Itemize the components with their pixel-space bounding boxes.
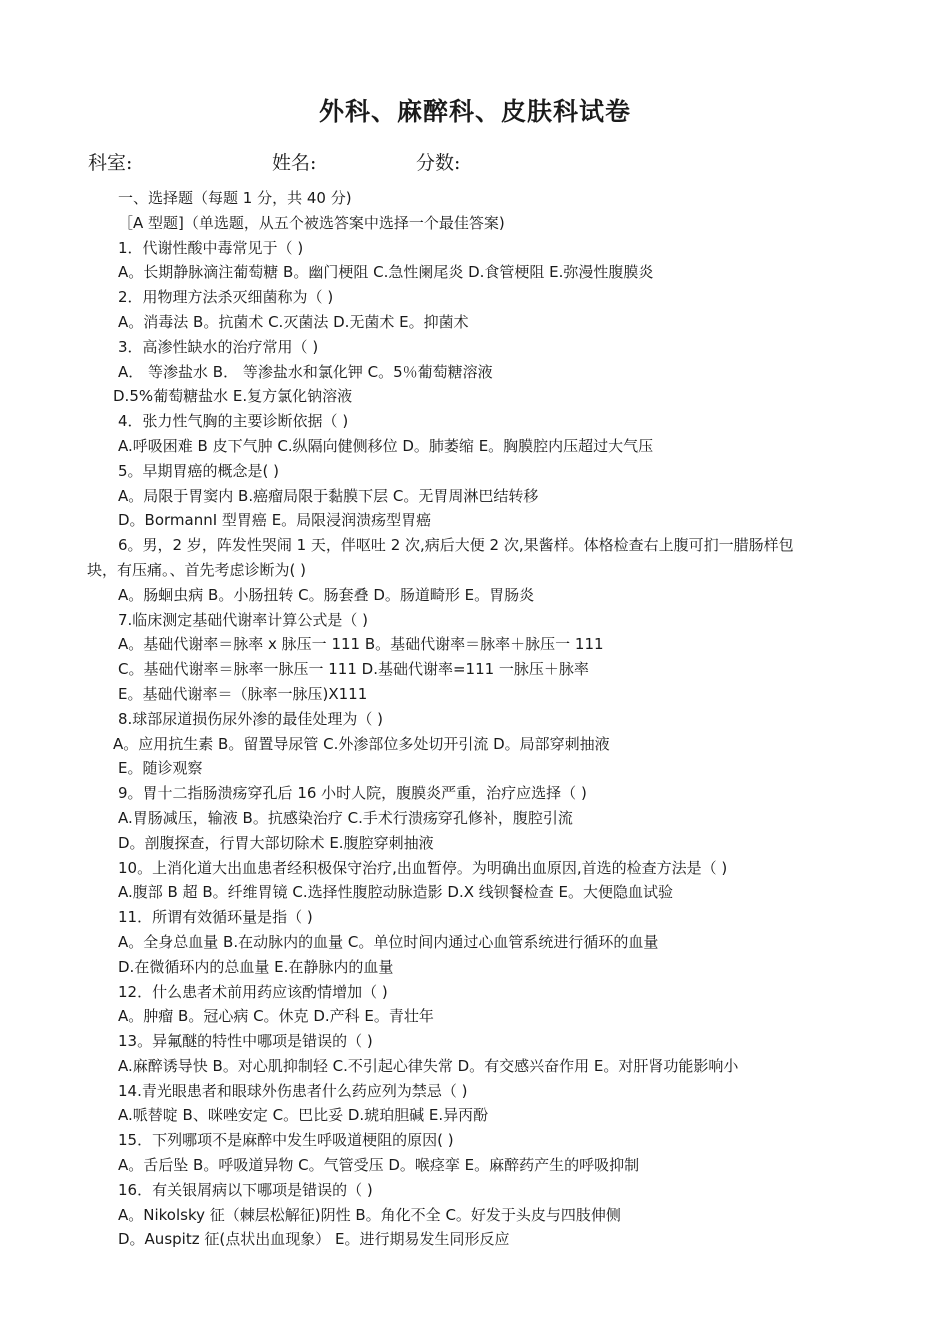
document-title: 外科、麻醉科、皮肤科试卷	[318, 97, 631, 126]
question-line: 7.临床测定基础代谢率计算公式是（ )	[118, 610, 368, 629]
question-line: A.腹部 B 超 B。纤维胃镜 C.选择性腹腔动脉造影 D.X 线钡餐检查 E。大便隐血试验	[118, 883, 674, 902]
question-line: E。随诊观察	[118, 759, 203, 778]
question-line: 12．什么患者术前用药应该酌情增加（ )	[118, 982, 388, 1001]
question-line: 一、选择题（每题 1 分，共 40 分)	[118, 189, 352, 207]
question-line: A。基础代谢率＝脉率 x 脉压一 111 B。基础代谢率＝脉率＋脉压一 111	[118, 635, 604, 654]
question-line: A.呼吸困难 B 皮下气肿 C.纵隔向健侧移位 D。肺萎缩 E。胸膜腔内压超过大气压	[118, 436, 654, 455]
name-label: 姓名:	[272, 152, 317, 174]
question-line: 5。早期胃癌的概念是( )	[118, 461, 280, 480]
question-line: A。局限于胃窦内 B.癌瘤局限于黏膜下层 C。无胃周淋巴结转移	[118, 486, 539, 505]
question-line: 8.球部尿道损伤尿外渗的最佳处理为（ )	[118, 709, 383, 728]
question-line: 16．有关银屑病以下哪项是错误的（ )	[118, 1180, 373, 1199]
question-line: 4．张力性气胸的主要诊断依据（ )	[118, 412, 349, 431]
question-line: A。肿瘤 B。冠心病 C。休克 D.产科 E。青壮年	[118, 1007, 434, 1026]
question-line: A。肠蛔虫病 B。小肠扭转 C。肠套叠 D。肠道畸形 E。胃肠炎	[118, 585, 535, 604]
question-line: 14.青光眼患者和眼球外伤患者什么药应列为禁忌（ )	[118, 1081, 468, 1100]
question-line: A.麻醉诱导快 B。对心肌抑制轻 C.不引起心律失常 D。有交感兴奋作用 E。对肝肾功能影响小	[118, 1056, 739, 1075]
question-line: 块，有压痛。、首先考虑诊断为( )	[87, 560, 306, 579]
question-line: A。长期静脉滴注葡萄糖 B。幽门梗阻 C.急性阑尾炎 D.食管梗阻 E.弥漫性腹膜炎	[118, 263, 654, 282]
question-list	[0, 186, 950, 1252]
question-line: A。消毒法 B。抗菌术 C.灭菌法 D.无菌术 E。抑菌术	[118, 312, 469, 331]
question-line: A.哌替啶 B、咪唑安定 C。巴比妥 D.琥珀胆碱 E.异丙酚	[118, 1106, 489, 1125]
question-line: A。全身总血量 B.在动脉内的血量 C。单位时间内通过心血管系统进行循环的血量	[118, 932, 659, 951]
question-line: 11．所谓有效循环量是指（ )	[118, 908, 313, 927]
question-line: A。应用抗生素 B。留置导尿管 C.外渗部位多处切开引流 D。局部穿刺抽液	[113, 734, 610, 753]
question-line: ［A 型题]（单选题，从五个被选答案中选择一个最佳答案)	[118, 213, 505, 232]
question-line: D.在微循环内的总血量 E.在静脉内的血量	[118, 957, 394, 976]
question-line: 15．下列哪项不是麻醉中发生呼吸道梗阻的原因( )	[118, 1131, 454, 1150]
department-label: 科室:	[88, 152, 133, 174]
question-line: D.5%葡萄糖盐水 E.复方氯化钠溶液	[113, 387, 353, 406]
question-line: 6。男，2 岁，阵发性哭闹 1 天，伴呕吐 2 次,病后大便 2 次,果酱样。体格检查右上腹可扪一腊肠样包	[118, 536, 794, 555]
question-line: A． 等渗盐水 B． 等渗盐水和氯化钾 C。5％葡萄糖溶液	[118, 362, 493, 381]
question-line: 9。胃十二指肠溃疡穿孔后 16 小时人院，腹膜炎严重，治疗应选择（ )	[118, 784, 587, 803]
question-line: 10。上消化道大出血患者经积极保守治疗,出血暂停。为明确出血原因,首选的检查方法是（ )	[118, 858, 728, 877]
score-label: 分数:	[416, 152, 461, 174]
question-line: A。Nikolsky 征（棘层松解征)阴性 B。角化不全 C。好发于头皮与四肢伸侧	[118, 1205, 621, 1224]
question-line: D。BormannI 型胃癌 E。局限浸润溃疡型胃癌	[118, 511, 432, 530]
question-line: C。基础代谢率＝脉率一脉压一 111 D.基础代谢率=111 一脉压＋脉率	[118, 660, 589, 679]
question-line: E。基础代谢率＝（脉率一脉压)X111	[118, 684, 368, 703]
question-line: A.胃肠减压，输液 B。抗感染治疗 C.手术行溃疡穿孔修补，腹腔引流	[118, 808, 573, 827]
question-line: D。剖腹探查，行胃大部切除术 E.腹腔穿刺抽液	[118, 833, 434, 852]
question-line: 1．代谢性酸中毒常见于（ )	[118, 238, 304, 257]
question-line: 2．用物理方法杀灭细菌称为（ )	[118, 288, 334, 307]
question-line: 13。异氟醚的特性中哪项是错误的（ )	[118, 1032, 373, 1051]
question-line: A。舌后坠 B。呼吸道异物 C。气管受压 D。喉痉挛 E。麻醉药产生的呼吸抑制	[118, 1156, 640, 1175]
question-line: 3．高渗性缺水的治疗常用（ )	[118, 337, 319, 356]
question-line: D。Auspitz 征(点状出血现象） E。进行期易发生同形反应	[118, 1230, 510, 1249]
